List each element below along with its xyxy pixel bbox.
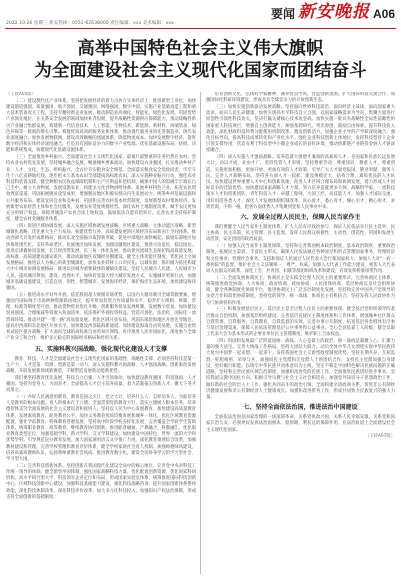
issue-info: 2022.10.26 星期三 新安热线：0551-62638000 责任编辑：xxx 美术编辑：xxx (6, 21, 174, 26)
headline (6, 38, 395, 82)
article-paragraph: （三）加快实施创新驱动发展战略。坚持面向世界科技前沿、面向经济主战场、面向国家重大需求、面向人民生命健康，加快实现高水平科技自立自强。以国家战略需求为导向，集聚力量进行原创性引领性科技攻关，坚决打赢关键核心技术攻坚战。加快实施一批具有战略性全局性前瞻性的国家重大科技项目，增强自主创新能力。加强基础研究，突出原创，鼓励自由探索。提升科技投入效能，深化财政科技经费分配使用机制改革，激发创新活力。加强企业主导的产学研深度融合，强化目标导向，提高科技成果转化和产业化水平。强化企业科技创新主体地位，发挥科技型骨干企业引领支撑作用，营造有利于科技型中小微企业成长的良好环境，推动创新链产业链资金链人才链深度融合。 (206, 105, 395, 154)
article-paragraph: （一）加强人民当家作主制度保障。坚持和完善我国根本政治制度、基本政治制度、重要政治制度，拓展民主渠道，丰富民主形式，确保人民依法通过各种途径和形式管理国家事务，管理经济和文化事业，管理社会事务。支持和保证人民通过人民代表大会行使国家权力。加强人大对"一府一委两院"的监督，维护社会主义法制统一、尊严、权威。加强人大代表工作能力建设，密切人大代表同人民群众的联系。深化工会、共青团、妇联等群团组织改革和建设，有效发挥桥梁纽带作用。 (206, 244, 395, 275)
article-paragraph: 全面依法治国是国家治理的一场深刻革命，关系党执政兴国，关系人民幸福安康，关系党和国家长治久安。必须更好发挥法治固根本、稳预期、利长远的保障作用，在法治轨道上全面建设社会主义现代化国家。 (206, 415, 395, 433)
article-paragraph: 我们要健全人民当家作主制度体系，扩大人民有序政治参与，保证人民依法实行民主选举、民主协商、民主决策、民主管理、民主监督，发挥人民群众积极性、主动性、创造性，巩固和发展生动活泼、安定团结的政治局面。 (206, 225, 395, 243)
page-number: A06 (372, 7, 395, 21)
article-paragraph: （二）完善科技创新体系。坚持创新在我国现代化建设全局中的核心地位。完善党中央对科技工作统一领导的体制，健全新型举国体制，强化国家战略科技力量，优化配置创新资源，优化国家科研机构、高水平研究型大学、科技领军企业定位和布局，形成国家实验室体系，统筹推进国际科技创新中心、区域科技创新中心建设，加强科技基础能力建设，强化科技战略咨询，提升国家创新体系整体效能。深化科技体制改革，深化科技评价改革，加大多元化科技投入，加强知识产权法治保障，形成支持全面创新的基础制度。 (6, 463, 196, 500)
headline-line-2: 为全面建设社会主义现代化国家而团结奋斗 (34, 61, 367, 81)
article-paragraph: （四）促进区域协调发展。深入实施区域协调发展战略、区域重大战略、主体功能区战略、新型城镇化战略，优化重大生产力布局，构建优势互补、高质量发展的区域经济布局和国土空间体系。推动西部大开发形成新格局，推动东北全面振兴取得新突破，促进中部地区加快崛起，鼓励东部地区加快推进现代化。支持革命老区、民族地区加快发展，加强边疆地区建设，推进兴边富民、稳边固边。推进京津冀协同发展、长江经济带发展、长三角一体化发展，推动黄河流域生态保护和高质量发展。高标准、高质量建设雄安新区，推动成渝地区双城经济圈建设。健全主体功能区制度，优化国土空间发展格局。推进以人为核心的新型城镇化，加快农业转移人口市民化。以城市群、都市圈为依托构建大中小城市协调发展格局，推进以县城为重要载体的城镇化建设。坚持人民城市人民建、人民城市为人民，提高城市规划、建设、治理水平，加快转变超大特大城市发展方式，实施城市更新行动，加强城市基础设施建设，打造宜居、韧性、智慧城市。发展海洋经济，保护海洋生态环境，加快建设海洋强国。 (6, 224, 196, 292)
section-heading: 六、发展全过程人民民主，保障人民当家作主 (240, 214, 361, 222)
masthead (0, 0, 401, 30)
article-paragraph: （二）全面发展协商民主。协商民主是实践全过程人民民主的重要形式。完善协商民主体系，统筹推进政党协商、人大协商、政府协商、政协协商、人民团体协商、基层协商以及社会组织协商，健全各种制度化协商平台，推进协商民主广泛多层制度化发展。坚持和完善中国共产党领导的多党合作和政治协商制度，坚持党的领导、统一战线、协商民主有机结合，坚持发挥人民政协作为专门协商机构作用。 (206, 275, 395, 306)
column-divider (200, 92, 201, 574)
article-paragraph: （四）巩固和发展最广泛的爱国统一战线。人心是最大的政治，统一战线是凝聚人心、汇聚力量的强大法宝。完善大统战工作格局，坚持大团结大联合，动员全体中华儿女围绕实现中华民族伟大复兴中国梦一起来想、一起来干。发挥我国社会主义新型政党制度优势，坚持长期共存、互相监督、肝胆相照、荣辱与共，加强同民主党派和无党派人士的团结合作，支持民主党派加强自身建设、更好履行职能。以铸牢中华民族共同体意识为主线，坚定不移走中国特色解决民族问题的正确道路，坚持和完善民族区域自治制度，加强和改进党的民族工作，全面推进民族团结进步事业。坚持我国宗教中国化方向，积极引导宗教与社会主义社会相适应。加强党外知识分子思想政治工作，做好新的社会阶层人士工作，强化共同奋斗的政治引领。全面构建亲清政商关系，促进非公有制经济健康发展和非公有制经济人士健康成长。加强和改进侨务工作，形成共同致力民族复兴的强大力量。 (206, 339, 395, 400)
article-paragraph: （二）建设现代化产业体系。坚持把发展经济的着力点放在实体经济上，推进新型工业化，加快建设制造强国、质量强国、航天强国、交通强国、网络强国、数字中国。实施产业基础再造工程和重大技术装备攻关工程，支持专精特新企业发展，推动制造业高端化、智能化、绿色化发展。巩固优势产业领先地位，在关系安全发展的领域加快补齐短板，提升战略性资源供应保障能力。推动战略性新兴产业融合集群发展，构建新一代信息技术、人工智能、生物技术、新能源、新材料、高端装备、绿色环保等一批新的增长引擎。构建优质高效的服务业新体系，推动现代服务业同先进制造业、现代农业深度融合。加快发展物联网，建设高效顺畅的流通体系，降低物流成本。加快发展数字经济，促进数字经济和实体经济深度融合，打造具有国际竞争力的数字产业集群。优化基础设施布局、结构、功能和系统集成，构建现代化基础设施体系。 (6, 98, 196, 154)
section-heading: 七、坚持全面依法治国，推进法治中国建设 (243, 404, 358, 412)
continued-from-note: （上接A05版） (6, 92, 36, 97)
newspaper-logo: 新安晚报 (297, 2, 370, 22)
article-paragraph: （三）积极发展基层民主。基层民主是全过程人民民主的重要体现。健全基层党组织领导的基层群众自治机制，加强基层组织建设，完善基层直接民主制度体系和工作体系，增强城乡社区群众自我管理、自我服务、自我教育、自我监督的实效。完善办事公开制度，拓宽基层各类群体有序参与基层治理渠道，保障人民依法管理基层公共事务和公益事业。全心全意依靠工人阶级，健全以职工代表大会为基本形式的企事业单位民主管理制度，维护职工合法权益。 (206, 307, 395, 338)
article-paragraph: 我们要坚持教育优先发展、科技自立自强、人才引领驱动，加快建设教育强国、科技强国、人才强国，坚持为党育人、为国育才，全面提高人才自主培养质量，着力造就拔尖创新人才，聚天下英才而用之。 (6, 375, 196, 394)
article-paragraph: 培育创新文化，弘扬科学家精神，涵养优良学风，营造创新氛围。扩大国际科技交流合作，加强国际化科研环境建设，形成具有全球竞争力的开放创新生态。 (206, 92, 395, 104)
right-column (206, 92, 395, 576)
article-paragraph: （五）推进高水平对外开放。依托我国超大规模市场优势，以国内大循环吸引全球资源要素，增强国内国际两个市场两种资源联动效应，提升贸易投资合作质量和水平。稳步扩大规则、规制、管理、标准等制度型开放。推动货物贸易优化升级，创新服务贸易发展机制，发展数字贸易，加快建设贸易强国。合理缩减外资准入负面清单，依法保护外商投资权益，营造市场化、法治化、国际化一流营商环境。推动共建"一带一路"高质量发展。优化区域开放布局，巩固东部沿海地区开放先导地位，提高中西部和东北地区开放水平。加快建设西部陆海新通道。加快建设海南自由贸易港，实施自由贸易试验区提升战略，扩大面向全球的高标准自由贸易区网络。有序推进人民币国际化。深度参与全球产业分工和合作，维护多元稳定的国际经济格局和经贸关系。 (6, 292, 196, 342)
article-paragraph: （四）深入实施人才强国战略。培养造就大批德才兼备的高素质人才，是国家和民族长远发展大计。功以才成，业由才广。坚持党管人才原则，坚持尊重劳动、尊重知识、尊重人才、尊重创造，实施更加积极、更加开放、更加有效的人才政策，引导广大人才爱党报国、敬业奉献、服务人民。完善人才战略布局，坚持各方面人才一起抓，建设规模宏大、结构合理、素质优良的人才队伍。加快建设世界重要人才中心和创新高地，促进人才区域合理布局和协调发展，着力形成人才国际竞争的比较优势。加快建设国家战略人才力量，努力培养造就更多大师、战略科学家、一流科技领军人才和创新团队、青年科技人才、卓越工程师、大国工匠、高技能人才。加强人才国际交流，用好用活各类人才。深化人才发展体制机制改革，真心爱才、悉心育才、倾心引才、精心用才，求贤若渴，不拘一格，把各方面优秀人才集聚到党和人民事业中来。 (206, 155, 395, 210)
section-name: 要闻 (270, 7, 295, 21)
article-paragraph: 教育、科技、人才是全面建设社会主义现代化国家的基础性、战略性支撑。必须坚持科技是第一生产力、人才是第一资源、创新是第一动力，深入实施科教兴国战略、人才强国战略、创新驱动发展战略，开辟发展新领域新赛道，不断塑造发展新动能新优势。 (6, 356, 196, 374)
continued-to-note: （下转A07版） (365, 434, 395, 440)
left-column (6, 92, 196, 576)
headline-line-1: 高举中国特色社会主义伟大旗帜 (77, 39, 324, 59)
article-paragraph: （一）办好人民满意的教育。教育是国之大计、党之大计。培养什么人、怎样培养人、为谁培养人是教育的根本问题。育人的根本在于立德。全面贯彻党的教育方针，落实立德树人根本任务，培养德智体美劳全面发展的社会主义建设者和接班人。坚持以人民为中心发展教育，加快建设高质量教育体系，发展素质教育，促进教育公平。加快义务教育优质均衡发展和城乡一体化，优化区域教育资源配置，强化学前教育、特殊教育普惠发展，坚持高中阶段学校多样化发展，完善覆盖全学段学生资助体系。统筹职业教育、高等教育、继续教育协同创新，推进职普融通、产教融合、科教融汇，优化职业教育类型定位。加强基础学科、新兴学科、交叉学科建设，加快建设中国特色、世界一流的大学和优势学科。引导规范民办教育发展。加大国家通用语言文字推广力度。深化教育领域综合改革，加强教材建设和管理，完善学校管理和教育评价体系，健全学校家庭社会育人机制。加强师德师风建设，培养高素质教师队伍，弘扬尊师重教社会风尚。推进教育数字化，建设全民终身学习的学习型社会、学习型大国。 (6, 394, 196, 462)
masthead-title-group (271, 3, 395, 21)
article-paragraph: （三）全面推进乡村振兴。全面建设社会主义现代化国家，最艰巨最繁重的任务仍然在农村。坚持农业农村优先发展，坚持城乡融合发展，畅通城乡要素流动。加快建设农业强国，扎实推动乡村产业、人才、文化、生态、组织振兴。全方位夯实粮食安全根基，全面落实粮食安全党政同责，牢牢守住十八亿亩耕地红线，逐步把永久基本农田全部建成高标准农田，深入实施种业振兴行动，强化农业科技和装备支撑，健全种粮农民收益保障机制和主产区利益补偿机制，确保中国人的饭碗牢牢端在自己手中。树立大食物观，发展设施农业，构建多元化食物供给体系。发展乡村特色产业，拓宽农民增收致富渠道。巩固拓展脱贫攻坚成果，增强脱贫地区和脱贫群众内生发展动力。统筹乡村基础设施和公共服务布局，建设宜居宜业和美乡村。巩固和完善农村基本经营制度，发展新型农村集体经济，发展新型农业经营主体和社会化服务，发展农业适度规模经营。深化农村土地制度改革，赋予农民更加充分的财产权益。保障进城落户农民合法土地权益，鼓励依法自愿有偿转让。完善农业支持保护制度，健全农村金融服务体系。 (6, 155, 196, 223)
section-heading: 五、实施科教兴国战略，强化现代化建设人才支撑 (34, 345, 167, 353)
masthead-rule (5, 28, 396, 29)
